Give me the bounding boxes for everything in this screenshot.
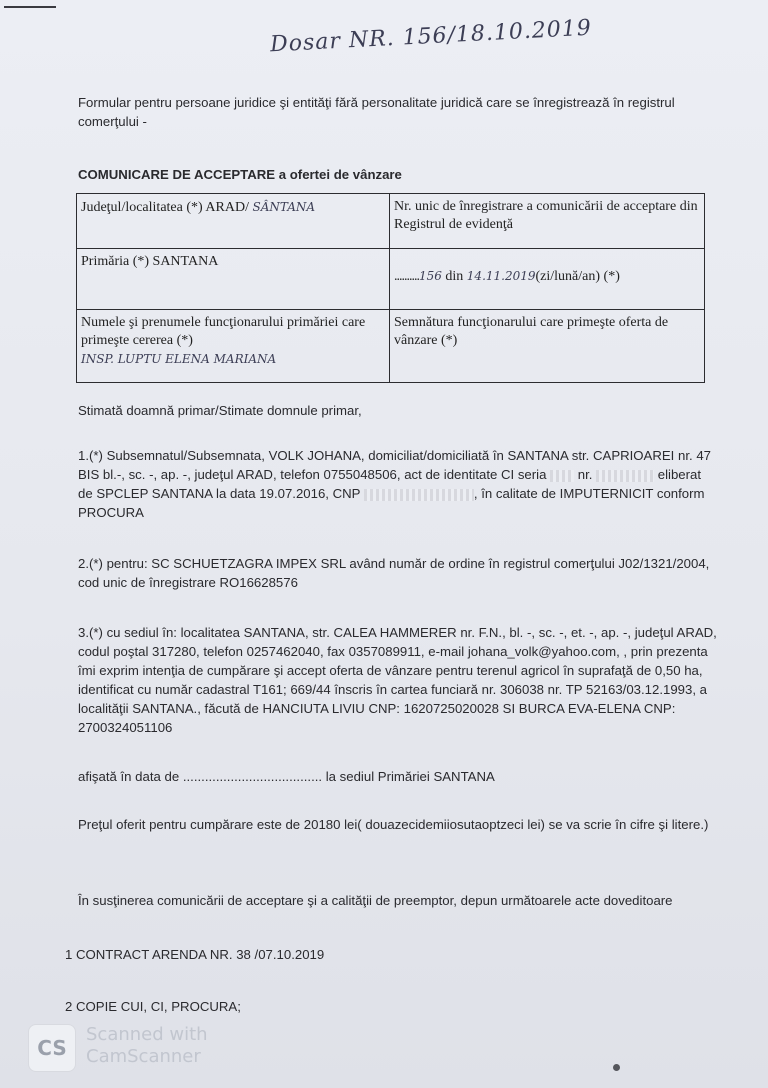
date-format-label: (zi/lună/an) (*)	[535, 269, 620, 285]
registration-number-handwritten: 156	[419, 269, 442, 284]
handwritten-file-number: Dosar NR. 156/18.10.2019	[269, 15, 593, 58]
county-label: Judeţul/localitatea (*) ARAD/	[81, 200, 253, 215]
camscanner-logo-icon: CS	[28, 1024, 76, 1072]
document-item: 2 COPIE CUI, CI, PROCURA;	[65, 999, 241, 1014]
ink-dot	[613, 1064, 620, 1071]
signature-label: Semnătura funcţionarului care primeşte oferta de vânzare (*)	[394, 314, 669, 348]
unique-number-label: Nr. unic de înregistrare a comunicării de acceptare din Registrul de evidenţă	[394, 199, 698, 232]
document-item: 1 CONTRACT ARENDA NR. 38 /07.10.2019	[65, 947, 325, 962]
county-handwritten: SÂNTANA	[252, 200, 316, 214]
redacted-id-series	[550, 470, 574, 482]
salutation: Stimată doamnă primar/Stimate domnule primar,	[78, 403, 362, 418]
paragraph-applicant: 1.(*) Subsemnatul/Subsemnata, VOLK JOHANA, domiciliat/domiciliată în SANTANA str. CAPRIOAREI nr. 47 BIS bl.-, sc. -, ap. -, judeţul ARAD, telefon 0755048506, act de identitate CI seria nr. eliberat de SPCLEP SANTANA la data 19.07.2016, CNP , în calitate de IMPUTERNICIT conform PROCURA	[78, 448, 711, 520]
redacted-id-number	[596, 470, 654, 482]
official-name-handwritten: INSP. LUPTU ELENA MARIANA	[81, 351, 277, 366]
signature-cell	[390, 309, 705, 382]
official-name-label: Numele şi prenumele funcţionarului primăriei care primeşte cererea (*)	[81, 314, 366, 348]
form-title	[78, 165, 718, 184]
top-pen-mark	[4, 6, 56, 8]
registration-date-handwritten: 14.11.2019	[466, 269, 536, 284]
county-cell	[77, 194, 390, 249]
town-hall-label: Primăria (*) SANTANA	[81, 254, 219, 270]
camscanner-watermark: Scanned with CamScanner	[86, 1024, 208, 1067]
paragraph-headquarters: 3.(*) cu sediul în: localitatea SANTANA, str. CALEA HAMMERER nr. F.N., bl. -, sc. -, et. -, ap. -, judeţul ARAD, codul poştal 317280, telefon 0257462040, fax 0357089911, e-mail johana_volk@yahoo.com, , prin prezenta îmi exprim intenţia de cumpărare şi accept oferta de vânzare pentru terenul agricol în suprafaţă de 0,50 ha, identificat cu număr cadastral T161; 669/44 înscris în cartea funciară nr. 306038 nr. TP 52163/03.12.1993, a localităţii SANTANA., făcută de HANCIUTA LIVIU CNP: 1620725020028 SI BURCA EVA-ELENA CNP: 2700324051106	[78, 625, 717, 735]
price-line: Preţul oferit pentru cumpărare este de 20180 lei( douazecidemiiosutaoptzeci lei) se va scrie în cifre şi litere.)	[78, 817, 709, 832]
official-name-cell	[77, 309, 390, 382]
posted-date-line: afişată în data de ...................................... la sediul Primăriei SANTANA	[78, 769, 495, 784]
registration-number-cell: ..........156 din 14.11.2019(zi/lună/an) (*)	[390, 249, 705, 309]
unique-number-label-cell	[390, 194, 705, 249]
form-intro: Formular pentru persoane juridice şi entităţi fără personalitate juridică care se înregistrează în registrul comerţului -	[78, 95, 675, 129]
registration-table	[76, 193, 705, 383]
supporting-documents-intro: În susţinerea comunicării de acceptare şi a calităţii de preemptor, depun următoarele acte doveditoare	[78, 893, 673, 908]
title-rest: a ofertei de vânzare	[275, 167, 402, 182]
town-hall-cell	[77, 249, 390, 309]
paragraph-company: 2.(*) pentru: SC SCHUETZAGRA IMPEX SRL având număr de ordine în registrul comerţului J02/1321/2004, cod unic de înregistrare RO16628576	[78, 556, 710, 590]
title-bold: COMUNICARE DE ACCEPTARE	[78, 167, 276, 182]
redacted-cnp	[364, 489, 474, 501]
din-label: din	[441, 269, 467, 285]
